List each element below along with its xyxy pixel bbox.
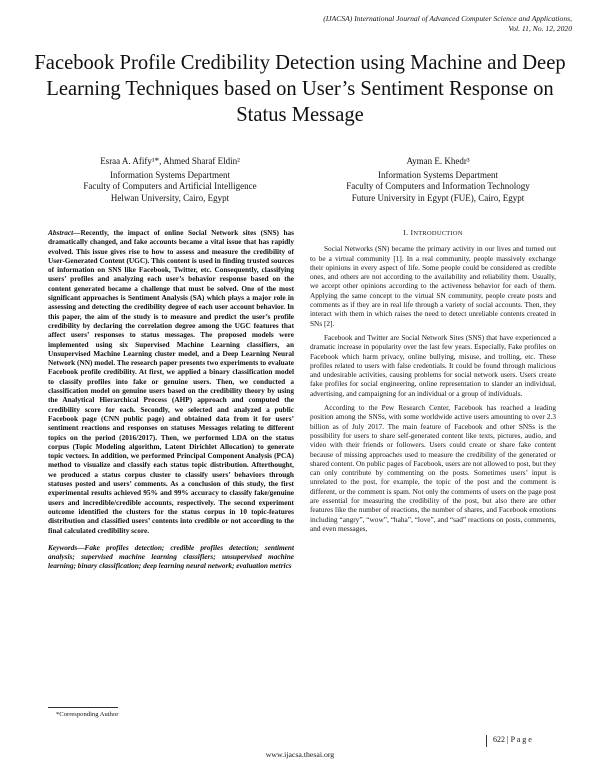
- body-paragraph: Social Networks (SN) became the primary activity in our lives and turned out to be a virtual community [1]. In a real community, people massively exchange their opinions in every aspect of life. Some people could be considered as credible ones, and others are not according to the availability and reliability them. Usually, we accept other opinions according to the activeness behavior for each of them. Applying the same concept to the virtual SN community, people create posts and comments as if they are in real life through a variety of social accounts. Then, they interact with them in which raises the need to detect unreliable contents created in SNs [2].: [310, 244, 556, 328]
- author-university: Future University in Egypt (FUE), Cairo, Egypt: [351, 192, 525, 203]
- author-names: Ayman E. Khedr³: [406, 156, 470, 166]
- section-title-rest: NTRODUCTION: [413, 230, 463, 237]
- footnote-rule: [48, 707, 118, 708]
- author-faculty: Faculty of Computers and Artificial Intelligence: [83, 181, 257, 192]
- keywords: Keywords—Fake profiles detection; credible profiles detection; sentiment analysis; supervised machine learning classifiers; unsupervised machine learning; binary classification; deep learning neural network; evaluation metrics: [48, 542, 294, 571]
- section-number: I.: [403, 228, 409, 237]
- section-heading: [310, 228, 556, 238]
- author-department: Information Systems Department: [378, 169, 498, 180]
- author-university: Helwan University, Cairo, Egypt: [110, 192, 230, 203]
- abstract-label: Abstract—: [48, 228, 81, 237]
- page-number: 622 | P a g e: [486, 735, 561, 747]
- abstract-text: Recently, the impact of online Social Network sites (SNS) has dramatically changed, and fake accounts became a vital issue that has rapidly evolved. This issue gives rise to how to assess and measure the credibility of User-Generated Content (UGC). This content is used in finding trusted sources of information on SNS like Facebook, Twitter, etc. Consequently, classifying users’ profiles and analyzing each user’s behavior response based on the content generated became a challenge that must be solved. One of the most significant approaches is Sentiment Analysis (SA) which plays a major role in assessing and detecting the credibility degree of each user account behavior. In this paper, the aim of the study is to measure and predict the user’s profile credibility by declaring the correlation degree among the UGC features that affect users’ responses to status messages. The proposed models were implemented using six Supervised Machine Learning classifiers, an Unsupervised Machine Learning cluster model, and a Deep Learning Neural Network (NN) model. The research paper presents two experiments to evaluate Facebook profile credibility. At first, we applied a binary classification model to classify profiles into fake or genuine users. Then, we conducted a classification model on genuine users based on the credibility theory by using the Analytical Hierarchical Process (AHP) approach and computed the credibility score for each. Secondly, we selected and analyzed a public Facebook page (CNN public page) and obtained data from it for users’ sentiment reactions and responses on statuses Messages relating to different topics on the period (2016/2017). Then, we performed LDA on the status corpus (Topic Modeling algorithm, Latent Dirichlet Allocation) to generate topic vectors. In addition, we performed Principal Component Analysis (PCA) method to visualize and classify each status topic distribution. Afterthought, we produced a status corpus cluster to classify users’ behaviors through statuses posted and users’ comments. As a conclusion of this study, the first experimental results achieved 95% and 99% accuracy to classify fake/genuine users and incredible/credible accounts, respectively. The second experiment outcome identified the clusters for the status corpus in 10 topic-features distribution and classified users’ contents into credible or not according to the final calculated credibility score.: [48, 228, 294, 535]
- left-column: [48, 228, 294, 571]
- abstract: [48, 228, 294, 535]
- author-faculty: Faculty of Computers and Information Technology: [346, 181, 530, 192]
- journal-line-2: Vol. 11, No. 12, 2020: [508, 24, 572, 33]
- section-title-first: I: [410, 228, 414, 237]
- footnote: *Corresponding Author: [56, 711, 119, 718]
- journal-url[interactable]: www.ijacsa.thesai.org: [265, 750, 335, 759]
- author-block-1: [60, 156, 280, 204]
- paper-title: Facebook Profile Credibility Detection using Machine and Deep Learning Techniques based on User’s Sentiment Response on Status Message: [34, 52, 566, 126]
- body-paragraph: Facebook and Twitter are Social Network Sites (SNS) that have experienced a dramatic increase in popularity over the last few years. Especially, Fake profiles on Facebook which harm privacy, online bullying, misuse, and trolling, etc. These profiles related to users with false credentials. It could be found through malicious and undesirable activities, causing problems for social network users. Users create fake profiles for social engineering, online representation to slander an individual, advertising, and campaigning for an individual or a group of individuals.: [310, 332, 556, 398]
- author-block-2: [318, 156, 558, 204]
- right-column: [310, 228, 556, 538]
- journal-header: [242, 14, 572, 34]
- body-paragraph: According to the Pew Research Center, Facebook has reached a leading position among the SNSs, with some worldwide active users amounting to over 2.3 billion as of July 2017. The main feature of Facebook and other SNSs is the possibility for users to share self-generated content like texts, pictures, audio, and video with their friends or followers. Users could create or share fake content because of missing approaches used to measure the credibility of the generated or shared content. On public pages of Facebook, users are not allowed to post, but they can only contribute by commenting on the posts. Sometimes users’ input is unrelated to the post, for example, the topic of the post and the comment is different, or the comment is spam. Not only the comments of users on the page post are essential for measuring the credibility of the post, but also there are other features like the number of reactions, the number of shares, and Facebook emotions including “angry”, “wow”, “haha”, “love”, and “sad” reactions on posts, comments, and even messages,: [310, 403, 556, 533]
- author-names: Esraa A. Afify¹*, Ahmed Sharaf Eldin²: [100, 156, 240, 166]
- journal-line-1: (IJACSA) International Journal of Advanced Computer Science and Applications,: [323, 14, 572, 23]
- author-department: Information Systems Department: [110, 169, 230, 180]
